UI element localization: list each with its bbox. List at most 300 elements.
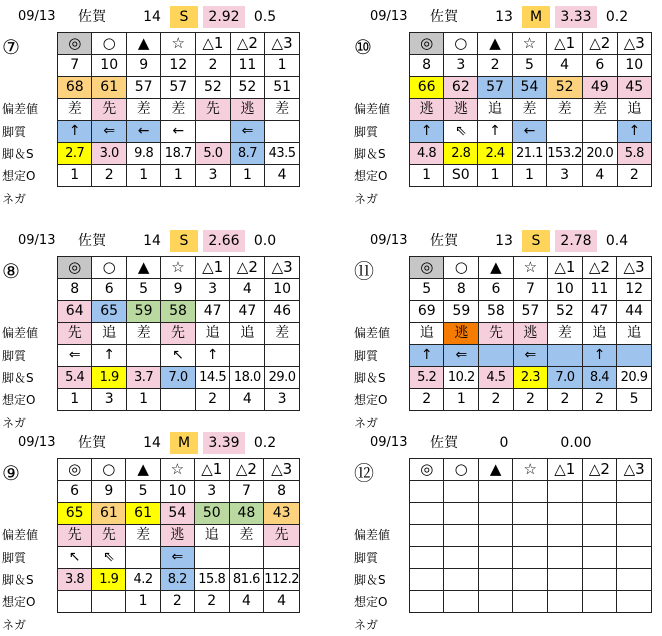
cell-style: 逃 [410, 99, 444, 121]
race-number: ⑧ [2, 259, 20, 283]
row-label: 脚質 [354, 551, 379, 565]
panel-header [352, 432, 652, 454]
table-row-dev [58, 77, 300, 99]
cell-dev: 66 [410, 77, 444, 99]
table-row-horses [58, 55, 300, 77]
cell-horses: 6 [58, 481, 92, 503]
cell-nega [410, 591, 444, 613]
cell-ashi [444, 547, 478, 569]
cell-horses: 5 [126, 279, 160, 301]
cell-nega: 4 [583, 165, 618, 187]
cell-symbols: ▲ [478, 33, 512, 55]
cell-style: 差 [548, 323, 583, 345]
table-row-nega [410, 165, 652, 187]
cell-ashi: ↑ [410, 121, 444, 143]
table-row-ashi [410, 121, 652, 143]
cell-dev: 65 [58, 503, 92, 525]
cell-ashi [126, 345, 160, 367]
cell-dev: 49 [583, 77, 618, 99]
table-row-style [58, 525, 300, 547]
cell-style: 追 [194, 525, 229, 547]
cell-symbols: ○ [444, 257, 479, 279]
cell-ashi: ↑ [410, 345, 444, 367]
rating-diff: 0.5 [253, 9, 277, 25]
table-row-symbols [410, 33, 652, 55]
cell-symbols: △3 [264, 459, 300, 481]
cell-symbols: ○ [92, 459, 126, 481]
cell-nega [444, 591, 478, 613]
cell-ashi: ⇐ [230, 121, 265, 143]
table-row-symbols [58, 257, 300, 279]
cell-nega: 1 [512, 165, 547, 187]
cell-ashi [513, 547, 548, 569]
cell-symbols: △3 [617, 459, 652, 481]
table-row-symbols [58, 459, 300, 481]
cell-style [617, 525, 652, 547]
cell-odds: 18.7 [161, 143, 196, 165]
cell-dev: 57 [161, 77, 196, 99]
race-venue: 佐賀 [78, 9, 106, 25]
cell-symbols: ▲ [126, 33, 160, 55]
cell-dev: 64 [58, 301, 92, 323]
prediction-table [57, 458, 300, 613]
cell-nega: 5 [617, 389, 652, 411]
cell-ashi [617, 547, 652, 569]
cell-symbols: ▲ [478, 459, 512, 481]
cell-ashi [548, 345, 583, 367]
cell-ashi [410, 547, 444, 569]
cell-symbols: ☆ [161, 257, 195, 279]
cell-nega: 3 [265, 389, 300, 411]
cell-nega [478, 591, 512, 613]
cell-nega: 2 [582, 389, 617, 411]
cell-horses: 10 [265, 279, 300, 301]
cell-horses: 9 [161, 279, 195, 301]
cell-dev: 65 [92, 301, 126, 323]
cell-odds: 7.0 [161, 367, 195, 389]
cell-horses: 8 [264, 481, 300, 503]
race-date: 09/13 [18, 435, 56, 450]
cell-nega: 3 [196, 165, 231, 187]
cell-ashi: ↖ [161, 345, 195, 367]
cell-ashi: ⇖ [444, 121, 478, 143]
cell-symbols: △2 [229, 459, 264, 481]
cell-nega [617, 591, 652, 613]
cell-horses: 10 [617, 55, 651, 77]
row-label: ネガ [2, 416, 27, 430]
cell-nega: 2 [160, 591, 194, 613]
cell-odds: 3.7 [126, 367, 160, 389]
cell-symbols: ▲ [126, 257, 160, 279]
cell-ashi [264, 547, 300, 569]
race-panel-p9 [0, 428, 300, 632]
cell-odds: 5.0 [196, 143, 231, 165]
cell-dev: 54 [160, 503, 194, 525]
cell-odds: 2.4 [478, 143, 512, 165]
runner-count: 13 [495, 9, 513, 25]
cell-style: 追 [582, 323, 617, 345]
cell-style: 追 [617, 99, 651, 121]
table-row-horses [58, 279, 300, 301]
cell-nega: 1 [444, 389, 479, 411]
table-row-horses [410, 279, 652, 301]
cell-nega: 4 [230, 389, 265, 411]
row-label: 脚質 [2, 125, 27, 139]
cell-symbols: △1 [547, 459, 582, 481]
cell-symbols: ◎ [58, 33, 92, 55]
cell-dev: 50 [194, 503, 229, 525]
cell-dev [444, 503, 478, 525]
cell-symbols: △1 [195, 257, 230, 279]
cell-ashi [230, 345, 265, 367]
table-row-nega [58, 591, 300, 613]
cell-symbols: △1 [196, 33, 231, 55]
row-label: 偏差値 [354, 528, 391, 542]
cell-horses: 8 [410, 55, 444, 77]
rating-diff: 0.0 [253, 233, 277, 249]
cell-dev: 52 [548, 301, 583, 323]
cell-dev [547, 503, 582, 525]
cell-dev: 58 [479, 301, 513, 323]
cell-ashi: ← [512, 121, 547, 143]
cell-style: 差 [126, 525, 160, 547]
cell-dev: 57 [126, 77, 160, 99]
cell-symbols: ○ [92, 33, 126, 55]
rating-diff: 0.2 [253, 435, 277, 451]
cell-dev: 62 [444, 77, 478, 99]
cell-style: 先 [161, 323, 195, 345]
cell-ashi: ↑ [58, 121, 92, 143]
cell-nega: 2 [194, 591, 229, 613]
cell-ashi [583, 121, 618, 143]
table-row-odds [58, 569, 300, 591]
table-row-ashi [410, 345, 652, 367]
cell-odds: 10.2 [444, 367, 479, 389]
cell-dev: 52 [547, 77, 583, 99]
cell-symbols: ☆ [513, 459, 548, 481]
cell-dev: 47 [195, 301, 230, 323]
cell-nega: 1 [410, 165, 444, 187]
cell-symbols: △2 [582, 257, 617, 279]
cell-horses: 7 [513, 279, 547, 301]
cell-odds: 3.8 [58, 569, 92, 591]
cell-ashi: ↖ [58, 547, 92, 569]
cell-symbols: △2 [230, 257, 265, 279]
cell-symbols: ◎ [58, 257, 92, 279]
cell-odds: 8.4 [582, 367, 617, 389]
cell-dev: 46 [265, 301, 300, 323]
table-row-style [58, 99, 300, 121]
row-label: 偏差値 [354, 326, 391, 340]
race-panel-p12 [352, 428, 652, 632]
runner-count: 14 [143, 435, 161, 451]
cell-style: 先 [58, 525, 92, 547]
cell-style: 差 [547, 99, 583, 121]
cell-ashi [265, 345, 300, 367]
cell-odds: 21.1 [512, 143, 547, 165]
cell-horses: 6 [92, 279, 126, 301]
cell-odds: 5.2 [410, 367, 444, 389]
row-label: 脚質 [354, 125, 379, 139]
cell-odds: 43.5 [265, 143, 300, 165]
cell-horses [410, 481, 444, 503]
cell-symbols: △2 [583, 33, 618, 55]
cell-dev: 47 [582, 301, 617, 323]
cell-horses: 11 [582, 279, 617, 301]
cell-ashi [617, 345, 652, 367]
cell-style: 差 [229, 525, 264, 547]
cell-symbols: ▲ [479, 257, 513, 279]
row-label: 脚＆S [2, 371, 34, 385]
cell-symbols: ☆ [512, 33, 547, 55]
cell-dev: 51 [265, 77, 300, 99]
cell-odds [410, 569, 444, 591]
cell-horses: 6 [479, 279, 513, 301]
cell-style: 先 [58, 323, 92, 345]
cell-odds [513, 569, 548, 591]
table-row-style [58, 323, 300, 345]
cell-nega: 4 [264, 591, 300, 613]
cell-style [547, 525, 582, 547]
cell-nega: 2 [195, 389, 230, 411]
cell-style [513, 525, 548, 547]
cell-horses [547, 481, 582, 503]
cell-odds: 4.5 [479, 367, 513, 389]
cell-dev: 61 [126, 503, 160, 525]
cell-odds [444, 569, 478, 591]
cell-ashi: ⇐ [444, 345, 479, 367]
cell-nega [513, 591, 548, 613]
grade-badge: M [522, 6, 550, 28]
table-row-nega [58, 165, 300, 187]
cell-horses: 2 [196, 55, 231, 77]
cell-ashi: ⇐ [58, 345, 92, 367]
cell-style: 差 [512, 99, 547, 121]
cell-odds: 15.8 [194, 569, 229, 591]
cell-style: 差 [161, 99, 196, 121]
race-panel-p11 [352, 226, 652, 430]
cell-dev [513, 503, 548, 525]
row-label: 想定O [2, 393, 36, 407]
race-date: 09/13 [18, 233, 56, 248]
cell-dev: 57 [513, 301, 547, 323]
cell-symbols: ◎ [410, 257, 444, 279]
table-row-style [410, 525, 652, 547]
cell-dev: 61 [92, 77, 126, 99]
table-row-dev [410, 77, 652, 99]
race-number: ⑩ [354, 35, 372, 59]
cell-style: 追 [230, 323, 265, 345]
cell-ashi [479, 345, 513, 367]
cell-horses [617, 481, 652, 503]
row-label: 想定O [354, 595, 388, 609]
cell-ashi: ↑ [478, 121, 512, 143]
cell-odds: 4.2 [126, 569, 160, 591]
cell-style: 先 [92, 525, 126, 547]
cell-dev: 52 [230, 77, 265, 99]
cell-symbols: ☆ [513, 257, 547, 279]
cell-style: 追 [410, 323, 444, 345]
row-label: ネガ [354, 618, 379, 632]
cell-odds: 8.7 [230, 143, 265, 165]
cell-symbols: ☆ [160, 459, 194, 481]
cell-dev: 57 [478, 77, 512, 99]
cell-horses: 5 [512, 55, 547, 77]
cell-style: 追 [92, 323, 126, 345]
race-venue: 佐賀 [430, 9, 458, 25]
cell-style: 先 [92, 99, 126, 121]
cell-style: 差 [265, 323, 300, 345]
cell-dev: 54 [512, 77, 547, 99]
row-label: ネガ [354, 416, 379, 430]
cell-horses: 9 [126, 55, 160, 77]
row-label: 脚質 [354, 349, 379, 363]
cell-dev: 59 [444, 301, 479, 323]
cell-odds: 81.6 [229, 569, 264, 591]
cell-symbols: △3 [265, 33, 300, 55]
cell-odds [478, 569, 512, 591]
table-row-symbols [410, 257, 652, 279]
cell-horses [444, 481, 478, 503]
table-row-ashi [410, 547, 652, 569]
cell-nega: 2 [513, 389, 547, 411]
prediction-table [409, 32, 652, 187]
cell-nega: 1 [58, 389, 92, 411]
table-row-dev [410, 301, 652, 323]
cell-horses: 1 [265, 55, 300, 77]
cell-style: 逃 [160, 525, 194, 547]
table-row-symbols [58, 33, 300, 55]
cell-style: 逃 [230, 99, 265, 121]
cell-horses: 12 [161, 55, 196, 77]
cell-dev: 58 [161, 301, 195, 323]
race-number: ⑦ [2, 35, 20, 59]
table-row-odds [410, 569, 652, 591]
cell-horses: 8 [444, 279, 479, 301]
cell-style: 差 [126, 323, 160, 345]
table-row-ashi [58, 547, 300, 569]
cell-dev [410, 503, 444, 525]
cell-horses: 5 [410, 279, 444, 301]
race-panel-p7 [0, 2, 300, 206]
prediction-table [57, 256, 300, 411]
cell-odds: 18.0 [230, 367, 265, 389]
rating-diff: 0.4 [605, 233, 629, 249]
cell-odds: 20.9 [617, 367, 652, 389]
runner-count: 14 [143, 233, 161, 249]
table-row-odds [58, 143, 300, 165]
cell-dev [478, 503, 512, 525]
cell-nega: 1 [230, 165, 265, 187]
table-row-odds [410, 143, 652, 165]
cell-style: 逃 [513, 323, 547, 345]
race-number: ⑨ [2, 461, 20, 485]
panel-header [352, 6, 652, 28]
cell-nega: 1 [161, 165, 196, 187]
cell-dev: 47 [230, 301, 265, 323]
table-row-ashi [58, 345, 300, 367]
cell-odds: 14.5 [195, 367, 230, 389]
cell-ashi: ← [126, 121, 160, 143]
table-row-dev [58, 301, 300, 323]
cell-style: 差 [126, 99, 160, 121]
cell-nega [58, 591, 92, 613]
cell-symbols: △2 [582, 459, 617, 481]
cell-ashi [547, 121, 583, 143]
cell-symbols: ○ [444, 459, 478, 481]
grade-badge: S [170, 6, 198, 28]
table-row-dev [410, 503, 652, 525]
cell-style: 追 [195, 323, 230, 345]
cell-style: 差 [265, 99, 300, 121]
table-row-horses [410, 481, 652, 503]
row-label: 脚＆S [354, 371, 386, 385]
table-row-horses [58, 481, 300, 503]
row-label: 偏差値 [2, 528, 39, 542]
cell-horses [513, 481, 548, 503]
cell-nega: 2 [617, 165, 651, 187]
cell-symbols: △3 [617, 257, 652, 279]
cell-horses: 7 [229, 481, 264, 503]
cell-odds [582, 569, 617, 591]
table-row-style [410, 99, 652, 121]
cell-nega [161, 389, 195, 411]
table-row-odds [58, 367, 300, 389]
row-label: 脚＆S [2, 147, 34, 161]
table-row-nega [410, 389, 652, 411]
cell-style: 差 [58, 99, 92, 121]
cell-odds: 8.2 [160, 569, 194, 591]
cell-dev: 48 [229, 503, 264, 525]
grade-badge: M [170, 432, 198, 454]
cell-nega: 3 [92, 389, 126, 411]
cell-horses: 3 [444, 55, 478, 77]
row-label: 偏差値 [354, 102, 391, 116]
cell-dev [617, 503, 652, 525]
cell-style [444, 525, 478, 547]
cell-ashi [126, 547, 160, 569]
cell-horses: 3 [195, 279, 230, 301]
row-label: 想定O [354, 393, 388, 407]
cell-style [410, 525, 444, 547]
row-label: 脚＆S [354, 147, 386, 161]
cell-symbols: ◎ [58, 459, 92, 481]
cell-odds: 1.9 [92, 569, 126, 591]
rating-value: 2.66 [203, 230, 245, 252]
cell-dev: 68 [58, 77, 92, 99]
cell-symbols: ◎ [410, 33, 444, 55]
row-label: 脚＆S [354, 573, 386, 587]
table-row-ashi [58, 121, 300, 143]
cell-style: 差 [583, 99, 618, 121]
cell-style: 追 [478, 99, 512, 121]
cell-style: 先 [264, 525, 300, 547]
cell-nega: 1 [126, 165, 160, 187]
cell-style: 追 [617, 323, 652, 345]
cell-dev: 45 [617, 77, 651, 99]
cell-dev [582, 503, 617, 525]
row-label: 脚質 [2, 349, 27, 363]
table-row-horses [410, 55, 652, 77]
cell-odds: 2.3 [513, 367, 547, 389]
table-row-nega [58, 389, 300, 411]
prediction-table [409, 458, 652, 613]
row-label: 想定O [354, 169, 388, 183]
race-date: 09/13 [370, 233, 408, 248]
cell-nega [582, 591, 617, 613]
cell-horses: 7 [58, 55, 92, 77]
cell-nega: 2 [92, 165, 126, 187]
